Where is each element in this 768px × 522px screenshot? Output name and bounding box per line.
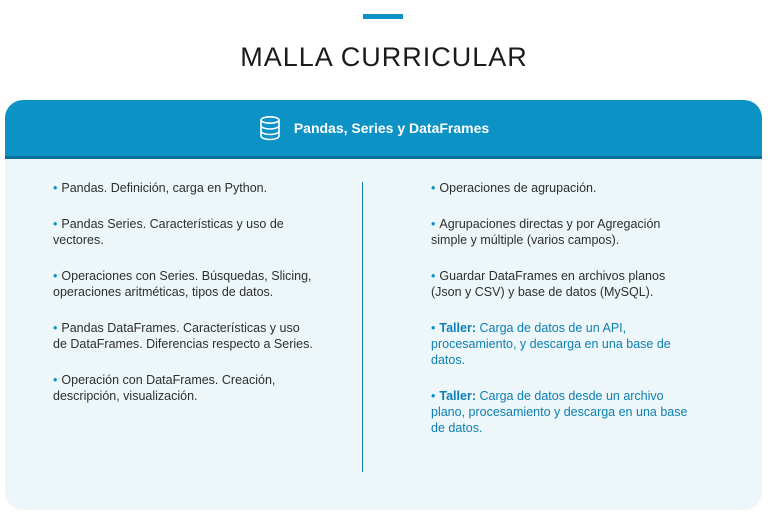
right-column	[431, 180, 691, 436]
list-item: • Agrupaciones directas y por Agregación simple y múltiple (varios campos).	[431, 217, 661, 247]
column-divider	[362, 182, 363, 472]
list-item: • Pandas. Definición, carga en Python.	[53, 181, 268, 195]
list-item: • Guardar DataFrames en archivos planos (Json y CSV) y base de datos (MySQL).	[431, 269, 666, 299]
list-item: • Pandas DataFrames. Características y uso de DataFrames. Diferencias respecto a Series.	[53, 321, 313, 351]
title-accent-bar	[363, 14, 403, 19]
curriculum-card	[5, 100, 762, 510]
workshop-item: • Taller: Carga de datos de un API, procesamiento, y descarga en una base de datos.	[431, 321, 671, 367]
workshop-item: • Taller: Carga de datos desde un archivo plano, procesamiento y descarga en una base de datos.	[431, 389, 688, 435]
page-title: MALLA CURRICULAR	[240, 42, 528, 73]
card-title: Pandas, Series y DataFrames	[293, 120, 490, 136]
card-header	[5, 100, 762, 159]
left-column	[53, 180, 313, 404]
list-item: • Operaciones de agrupación.	[431, 181, 597, 195]
list-item: • Pandas Series. Características y uso de vectores.	[53, 217, 284, 247]
database-icon	[258, 115, 282, 141]
list-item: • Operación con DataFrames. Creación, descripción, visualización.	[53, 373, 276, 403]
list-item: • Operaciones con Series. Búsquedas, Slicing, operaciones aritméticas, tipos de datos.	[53, 269, 312, 299]
